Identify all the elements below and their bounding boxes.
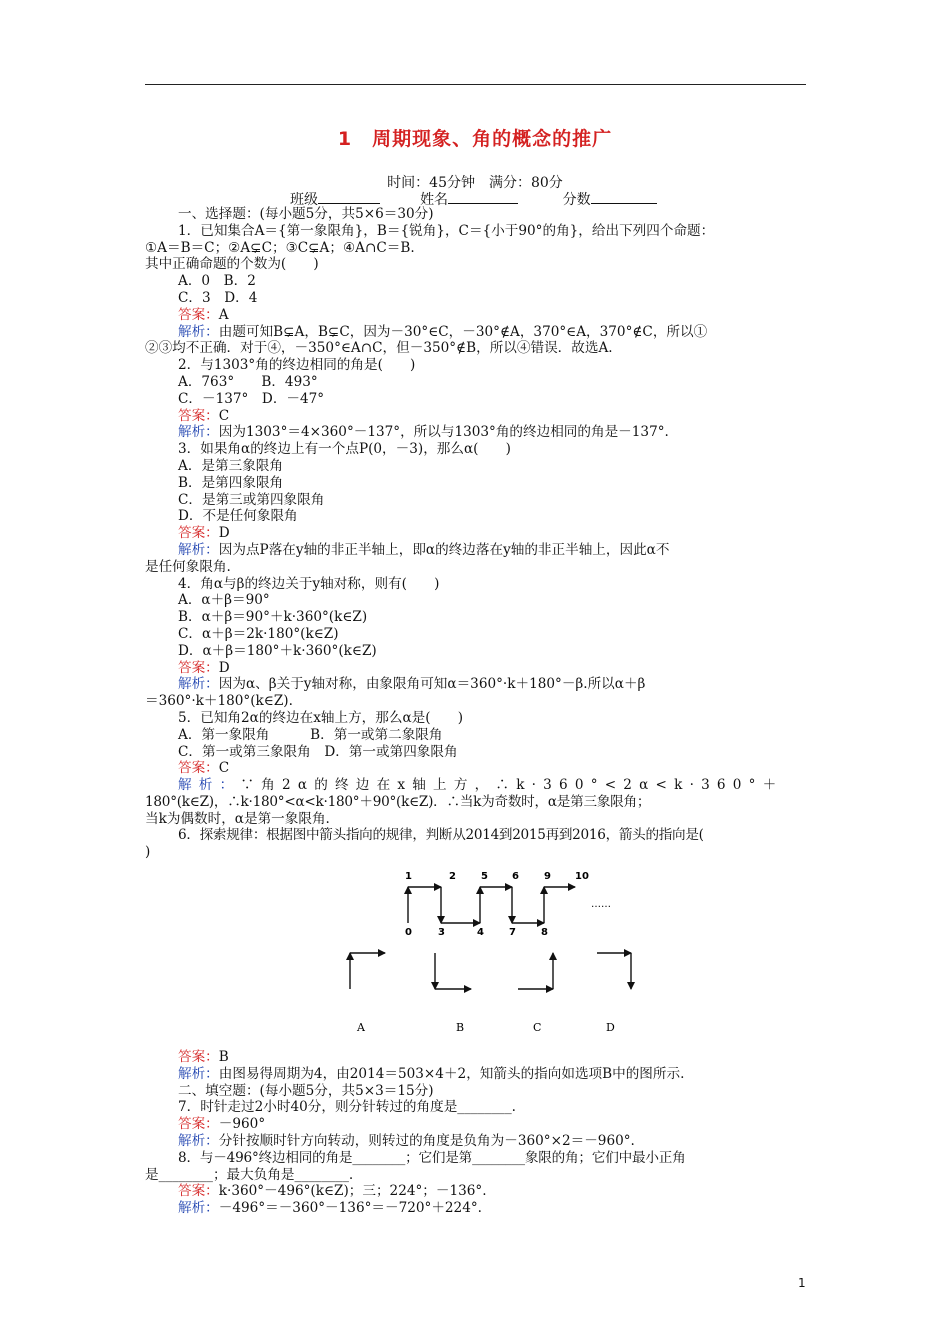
analysis-label: 解析： (178, 777, 241, 794)
arrow-pattern-svg (335, 865, 635, 1045)
zigzag-arrows (408, 887, 575, 923)
analysis-label: 解析： (178, 323, 219, 340)
q4-analysis-1: 因为α、β关于y轴对称，由象限角可知α＝360°·k＋180°－β.所以α＋β (218, 676, 646, 693)
analysis-label: 解析： (178, 676, 219, 693)
q5-stem: 5．已知角2α的终边在x轴上方，那么α是( ) (178, 709, 464, 726)
fig-top-label: 2 (449, 871, 456, 883)
q5-options-2: C．第一或第三象限角 D．第一或第四象限角 (178, 743, 458, 760)
q6-answer: B (218, 1049, 229, 1066)
q4-answer: D (218, 659, 230, 676)
analysis-label: 解析： (178, 541, 219, 558)
fig-top-label: 10 (575, 871, 589, 883)
q2-options-2: C．－137° D．－47° (178, 390, 325, 407)
section-1-heading: 一、选择题：(每小题5分，共5×6＝30分) (178, 206, 434, 222)
q8-stem-2: 是________；最大负角是________. (145, 1166, 354, 1183)
choice-b-arrows (435, 953, 471, 989)
q4-stem: 4．角α与β的终边关于y轴对称，则有( ) (178, 575, 440, 592)
answer-label: 答案： (178, 1183, 219, 1200)
q4-analysis-2: ＝360°·k＋180°(k∈Z). (145, 693, 293, 710)
q3-option-a: A．是第三象限角 (178, 457, 283, 474)
name-blank[interactable] (448, 190, 518, 204)
answer-label: 答案： (178, 1116, 219, 1133)
q7-analysis: 分针按顺时针方向转动，则转过的角度是负角为－360°×2＝－960°. (218, 1133, 635, 1150)
q1-answer: A (218, 306, 229, 323)
q5-analysis-1: ∵角2α的终边在x轴上方，∴k·360°<2α<k·360°＋ (240, 777, 784, 794)
q3-answer: D (218, 525, 230, 542)
fig-bottom-label: 7 (509, 927, 516, 939)
answer-label: 答案： (178, 407, 219, 424)
exam-meta: 时间：45分钟 满分：80分 (387, 175, 563, 191)
fig-top-label: 6 (512, 871, 519, 883)
analysis-label: 解析： (178, 1133, 219, 1150)
q1-options-1: A．0 B．2 (178, 273, 256, 290)
analysis-label: 解析： (178, 1200, 219, 1217)
choice-d-label: D (606, 1021, 615, 1035)
fig-bottom-label: 4 (477, 927, 484, 939)
score-blank[interactable] (591, 190, 657, 204)
arrow-pattern-figure (145, 865, 807, 1047)
answer-label: 答案： (178, 525, 219, 542)
q3-stem: 3．如果角α的终边上有一个点P(0，－3)，那么α( ) (178, 441, 511, 458)
answer-label: 答案： (178, 760, 219, 777)
fig-bottom-label: 8 (541, 927, 548, 939)
choice-c-arrows (518, 953, 553, 989)
question-content (145, 206, 807, 1217)
q5-analysis-2: 180°(k∈Z)，∴k·180°<α<k·180°＋90°(k∈Z)．∴当k为奇数时，α是第三象限角； (145, 793, 651, 810)
class-blank[interactable] (318, 190, 380, 204)
q1-options-2: C．3 D．4 (178, 289, 258, 306)
choice-a-arrows (350, 953, 385, 989)
q8-stem: 8．与－496°终边相同的角是________；它们是第________象限的角；它们中最小正角 (178, 1149, 686, 1166)
choice-d-arrows (597, 953, 631, 989)
q3-analysis-1: 因为点P落在y轴的非正半轴上，即α的终边落在y轴的非正半轴上，因此α不 (218, 541, 670, 558)
q5-answer: C (218, 760, 230, 777)
answer-label: 答案： (178, 659, 219, 676)
page-number: 1 (798, 1276, 806, 1290)
q1-analysis-1: 由题可知B⊊A，B⊊C，因为－30°∈C，－30°∉A，370°∈A，370°∉C，所以① (218, 323, 708, 340)
class-label: 班级 (290, 192, 318, 208)
fig-bottom-label: 0 (405, 927, 412, 939)
q2-stem: 2．与1303°角的终边相同的角是( ) (178, 357, 416, 374)
fig-top-label: 9 (544, 871, 551, 883)
page-title: 1 周期现象、角的概念的推广 (337, 128, 613, 150)
q8-analysis: －496°＝－360°－136°＝－720°＋224°. (218, 1200, 482, 1217)
q7-stem: 7．时针走过2小时40分，则分针转过的角度是________. (178, 1099, 516, 1116)
choice-c-label: C (533, 1021, 542, 1035)
q5-options-1: A．第一象限角 B．第一或第二象限角 (178, 726, 443, 743)
section-2-heading: 二、填空题：(每小题5分，共5×3＝15分) (178, 1082, 434, 1099)
analysis-label: 解析： (178, 424, 219, 441)
answer-label: 答案： (178, 1049, 219, 1066)
q4-option-a: A．α＋β＝90° (178, 592, 270, 609)
fig-top-label: 5 (481, 871, 488, 883)
q1-question: 其中正确命题的个数为( ) (145, 256, 319, 273)
fig-dots: …… (591, 899, 611, 911)
q7-answer: －960° (218, 1116, 266, 1133)
q3-analysis-2: 是任何象限角. (145, 558, 231, 575)
q3-option-b: B．是第四象限角 (178, 474, 284, 491)
q8-answer: k·360°－496°(k∈Z)；三；224°；－136°. (218, 1183, 487, 1200)
analysis-label: 解析： (178, 1065, 219, 1082)
q2-analysis: 因为1303°＝4×360°－137°，所以与1303°角的终边相同的角是－137°. (218, 424, 669, 441)
header-rule (145, 84, 806, 85)
q3-option-c: C．是第三或第四象限角 (178, 491, 325, 508)
q4-option-c: C．α＋β＝2k·180°(k∈Z) (178, 625, 339, 642)
name-label: 姓名 (420, 192, 449, 208)
score-label: 分数 (562, 192, 591, 208)
q1-stem: 1．已知集合A＝{第一象限角}，B＝{锐角}，C＝{小于90°的角}，给出下列四个命题： (178, 222, 715, 239)
q2-answer: C (218, 407, 230, 424)
q3-option-d: D．不是任何象限角 (178, 508, 298, 525)
q6-stem: 6．探索规律：根据图中箭头指向的规律，判断从2014到2015再到2016，箭头的指向是( (178, 827, 704, 844)
q4-option-d: D．α＋β＝180°＋k·360°(k∈Z) (178, 642, 377, 659)
q6-analysis: 由图易得周期为4，由2014＝503×4＋2，知箭头的指向如选项B中的图所示. (218, 1065, 685, 1082)
q5-analysis-3: 当k为偶数时，α是第一象限角. (145, 810, 330, 827)
q6-stem-end: ) (145, 844, 151, 861)
fig-bottom-label: 3 (438, 927, 445, 939)
answer-label: 答案： (178, 306, 219, 323)
q1-analysis-2: ②③均不正确．对于④，－350°∈A∩C，但－350°∉B，所以④错误．故选A. (145, 340, 613, 357)
fig-top-label: 1 (405, 871, 412, 883)
q4-option-b: B．α＋β＝90°＋k·360°(k∈Z) (178, 609, 368, 626)
choice-b-label: B (456, 1021, 465, 1035)
q2-options-1: A．763° B．493° (178, 373, 318, 390)
choice-a-label: A (357, 1021, 365, 1035)
q1-propositions: ①A＝B＝C；②A⊊C；③C⊊A；④A∩C＝B. (145, 239, 415, 256)
